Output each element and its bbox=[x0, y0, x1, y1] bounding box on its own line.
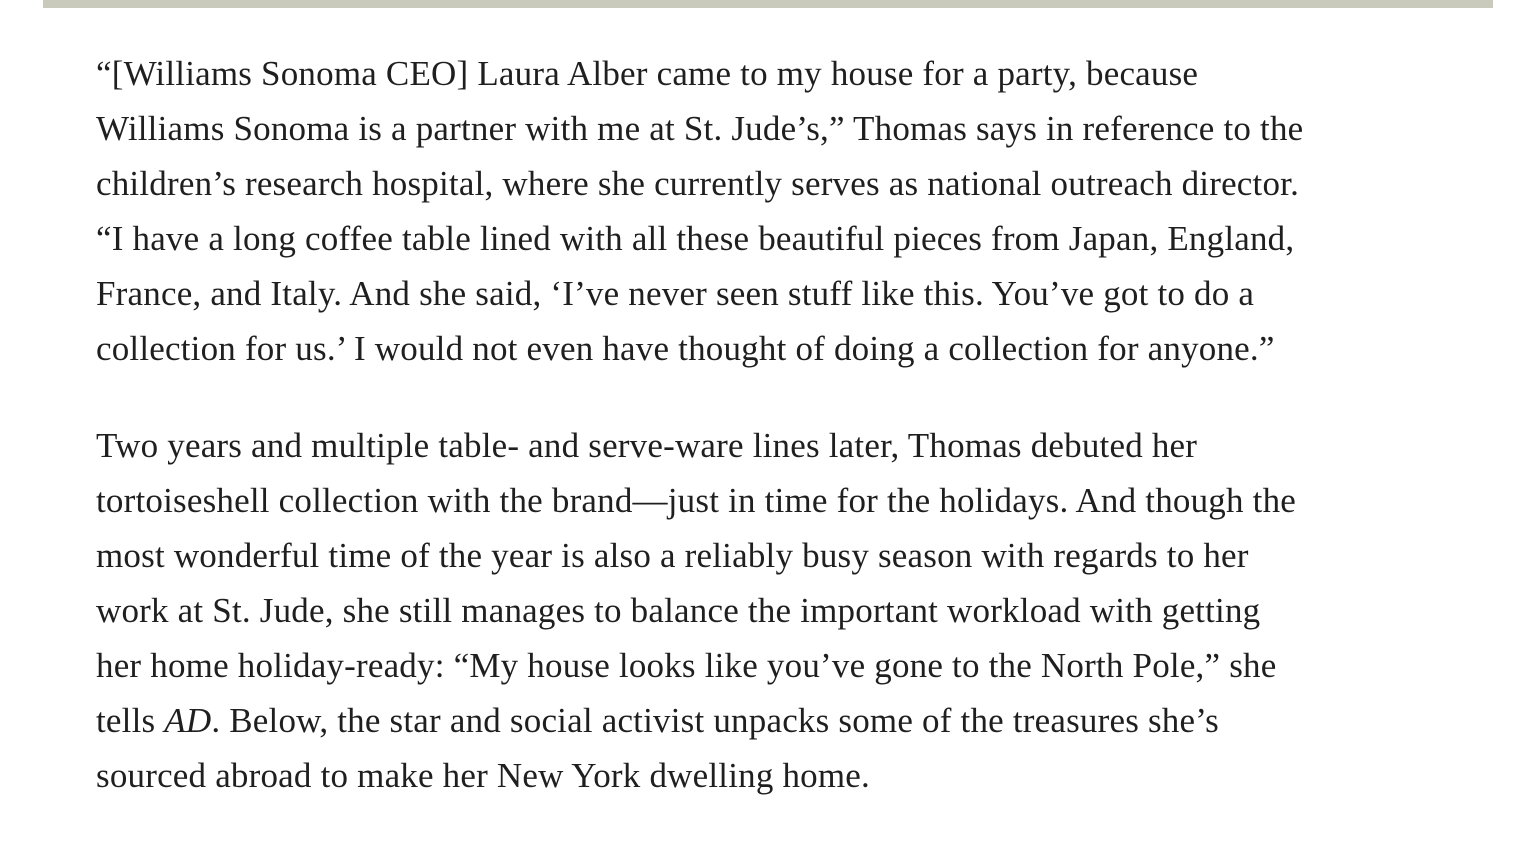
text-segment: collection for us.’ I would not even have thought of doing a collection for anyone.” bbox=[96, 329, 1275, 368]
text-line bbox=[96, 418, 1448, 473]
article-body bbox=[96, 46, 1448, 803]
text-line bbox=[96, 266, 1448, 321]
text-line bbox=[96, 693, 1448, 748]
top-accent-bar bbox=[43, 0, 1493, 8]
text-segment: children’s research hospital, where she currently serves as national outreach director. bbox=[96, 164, 1300, 203]
text-segment: France, and Italy. And she said, ‘I’ve never seen stuff like this. You’ve got to do a bbox=[96, 274, 1255, 313]
text-line bbox=[96, 583, 1448, 638]
text-line bbox=[96, 46, 1448, 101]
text-segment: sourced abroad to make her New York dwelling home. bbox=[96, 756, 870, 795]
text-segment: tortoiseshell collection with the brand—just in time for the holidays. And though the bbox=[96, 481, 1297, 520]
text-segment: . Below, the star and social activist unpacks some of the treasures she’s bbox=[211, 701, 1219, 740]
text-line bbox=[96, 321, 1448, 376]
text-segment: Two years and multiple table- and serve-ware lines later, Thomas debuted her bbox=[96, 426, 1198, 465]
text-segment: “[Williams Sonoma CEO] Laura Alber came to my house for a party, because bbox=[96, 54, 1199, 93]
text-line bbox=[96, 211, 1448, 266]
text-segment: most wonderful time of the year is also a reliably busy season with regards to her bbox=[96, 536, 1249, 575]
text-line bbox=[96, 748, 1448, 803]
italic-publication-name: AD bbox=[164, 701, 212, 740]
text-line bbox=[96, 473, 1448, 528]
text-line bbox=[96, 101, 1448, 156]
text-segment: Williams Sonoma is a partner with me at St. Jude’s,” Thomas says in reference to the bbox=[96, 109, 1304, 148]
text-line bbox=[96, 528, 1448, 583]
text-segment: her home holiday-ready: “My house looks like you’ve gone to the North Pole,” she bbox=[96, 646, 1277, 685]
text-line bbox=[96, 638, 1448, 693]
text-segment: “I have a long coffee table lined with all these beautiful pieces from Japan, England, bbox=[96, 219, 1295, 258]
text-segment: tells bbox=[96, 701, 165, 740]
paragraph bbox=[96, 46, 1448, 376]
text-segment: work at St. Jude, she still manages to balance the important workload with getting bbox=[96, 591, 1261, 630]
paragraph bbox=[96, 418, 1448, 803]
text-line bbox=[96, 156, 1448, 211]
